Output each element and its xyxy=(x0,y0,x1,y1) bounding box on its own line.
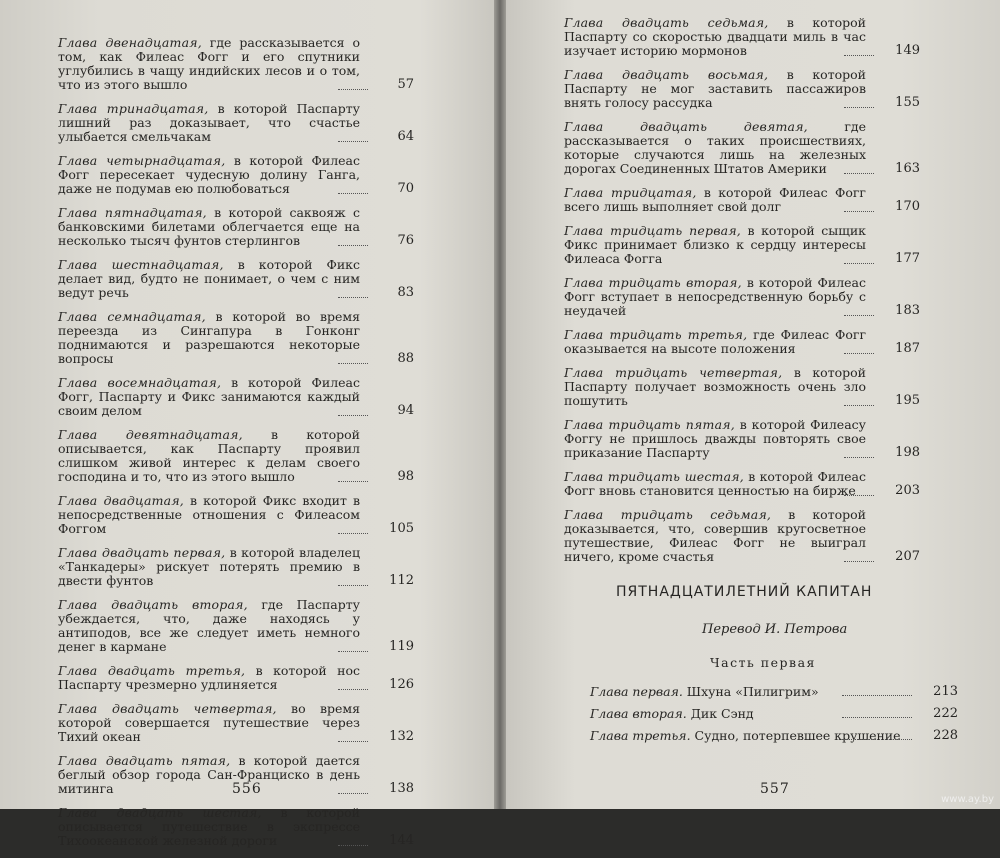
dot-leader xyxy=(338,415,368,416)
dot-leader xyxy=(338,245,368,246)
toc-entry xyxy=(564,418,920,460)
entry-page-number: 105 xyxy=(389,521,414,536)
toc-entry xyxy=(564,328,920,356)
dot-leader xyxy=(338,793,368,794)
toc-entry xyxy=(564,508,920,564)
entry-heading: Глава двадцать третья, xyxy=(58,663,246,678)
entry-description: в которой сыщик Фикс принимает близко к сердцу интересы Филеаса Фогга xyxy=(564,223,866,266)
translator-credit: Перевод И. Петрова xyxy=(702,622,848,637)
book-gutter xyxy=(494,0,506,809)
entry-page-number: 155 xyxy=(895,95,920,110)
entry-heading: Глава тридцать первая, xyxy=(564,223,741,238)
chapter-list xyxy=(590,681,958,747)
entry-heading: Глава двадцать девятая, xyxy=(564,119,808,134)
dot-leader xyxy=(338,689,368,690)
entry-page-number: 119 xyxy=(389,639,414,654)
toc-entry xyxy=(58,806,414,848)
entry-description: в которой Паспарту со скоростью двадцати миль в час изучает историю мормонов xyxy=(564,15,866,58)
entry-description: в которой Паспарту получает возможность очень зло пошутить xyxy=(564,365,866,408)
section-title: ПЯТНАДЦАТИЛЕТНИЙ КАПИТАН xyxy=(616,584,873,600)
entry-page-number: 177 xyxy=(895,251,920,266)
chapter-entry xyxy=(590,725,958,747)
page-number-right: 557 xyxy=(760,781,790,797)
entry-heading: Глава двадцать седьмая, xyxy=(564,15,769,30)
entry-heading: Глава тридцать пятая, xyxy=(564,417,735,432)
entry-page-number: 163 xyxy=(895,161,920,176)
toc-entry xyxy=(58,702,414,744)
entry-heading: Глава шестнадцатая, xyxy=(58,257,224,272)
toc-entry xyxy=(58,494,414,536)
entry-page-number: 83 xyxy=(397,285,414,300)
dot-leader xyxy=(338,585,368,586)
entry-heading: Глава первая. xyxy=(590,684,683,699)
dot-leader xyxy=(338,141,368,142)
dot-leader xyxy=(844,173,874,174)
dot-leader xyxy=(338,533,368,534)
entry-heading: Глава двадцать первая, xyxy=(58,545,226,560)
entry-page-number: 187 xyxy=(895,341,920,356)
entry-heading: Глава семнадцатая, xyxy=(58,309,206,324)
entry-description: где Филеас Фогг оказывается на высоте положения xyxy=(564,327,866,356)
toc-entry xyxy=(564,16,920,58)
watermark: www.ay.by xyxy=(941,794,994,805)
entry-page-number: 207 xyxy=(895,549,920,564)
toc-entry xyxy=(58,258,414,300)
entry-description: в которой Фикс входит в непосредственные отношения с Филеасом Фоггом xyxy=(58,493,360,536)
entry-heading: Глава двадцать пятая, xyxy=(58,753,231,768)
right-page xyxy=(506,0,1000,809)
entry-page-number: 228 xyxy=(933,728,958,743)
entry-page-number: 64 xyxy=(397,129,414,144)
entry-heading: Глава двадцать восьмая, xyxy=(564,67,769,82)
dot-leader xyxy=(844,353,874,354)
table-of-contents-right xyxy=(564,16,920,574)
toc-entry xyxy=(58,310,414,366)
dot-leader xyxy=(844,495,874,496)
entry-description: в которой Паспарту лишний раз доказывает, что счастье улыбается смельчакам xyxy=(58,101,360,144)
chapter-entry xyxy=(590,703,958,725)
entry-heading: Глава третья. xyxy=(590,728,691,743)
toc-entry xyxy=(564,120,920,176)
entry-description: в которой Филеас Фогг вновь становится ценностью на бирже xyxy=(564,469,867,498)
entry-description: в которой описывается путешествие в экспрессе Тихоокеанской железной дороги xyxy=(58,805,360,848)
page-number-left: 556 xyxy=(232,781,262,797)
dot-leader xyxy=(338,481,368,482)
toc-entry xyxy=(58,428,414,484)
toc-entry xyxy=(58,36,414,92)
entry-description: где рассказывается о таких происшествиях, которые случаются лишь на железных дорогах Соединенных Штатов Америки xyxy=(564,119,867,176)
entry-heading: Глава двенадцатая, xyxy=(58,35,202,50)
entry-heading: Глава тридцать четвертая, xyxy=(564,365,783,380)
entry-description: Шхуна «Пилигрим» xyxy=(682,684,819,699)
dot-leader xyxy=(844,107,874,108)
toc-entry xyxy=(564,186,920,214)
entry-heading: Глава двадцать шестая, xyxy=(58,805,262,820)
entry-heading: Глава тридцать седьмая, xyxy=(564,507,772,522)
chapter-entry xyxy=(590,681,958,703)
entry-heading: Глава пятнадцатая, xyxy=(58,205,207,220)
entry-heading: Глава двадцать четвертая, xyxy=(58,701,277,716)
toc-entry xyxy=(58,376,414,418)
dot-leader xyxy=(842,695,912,696)
dot-leader xyxy=(844,263,874,264)
entry-description: в которой Филеас Фогг, Паспарту и Фикс занимаются каждый своим делом xyxy=(58,375,361,418)
entry-heading: Глава восемнадцатая, xyxy=(58,375,222,390)
dot-leader xyxy=(338,297,368,298)
entry-description: в которой нос Паспарту чрезмерно удлиняется xyxy=(58,663,361,692)
entry-description: в которой дается беглый обзор города Сан-Франциско в день митинга xyxy=(58,753,360,796)
entry-page-number: 149 xyxy=(895,43,920,58)
entry-heading: Глава тридцатая, xyxy=(564,185,697,200)
entry-description: в которой во время переезда из Сингапура в Гонконг поднимаются и разрешаются некоторые вопросы xyxy=(58,309,360,366)
dot-leader xyxy=(338,363,368,364)
entry-description: где рассказывается о том, как Филеас Фогг и его спутники углубились в чащу индийских лесов и о том, что из этого вышло xyxy=(58,35,360,92)
entry-page-number: 94 xyxy=(397,403,414,418)
toc-entry xyxy=(564,366,920,408)
toc-entry xyxy=(564,224,920,266)
entry-description: в которой саквояж с банковскими билетами облегчается еще на несколько тысяч фунтов стерлингов xyxy=(58,205,360,248)
entry-page-number: 57 xyxy=(397,77,414,92)
dot-leader xyxy=(338,651,368,652)
entry-description: в которой Фикс делает вид, будто не понимает, о чем с ним ведут речь xyxy=(58,257,360,300)
entry-description: в которой Филеас Фогг всего лишь выполняет свой долг xyxy=(564,185,866,214)
toc-entry xyxy=(58,598,414,654)
dot-leader xyxy=(844,405,874,406)
entry-page-number: 183 xyxy=(895,303,920,318)
entry-page-number: 126 xyxy=(389,677,414,692)
toc-entry xyxy=(58,664,414,692)
entry-heading: Глава девятнадцатая, xyxy=(58,427,243,442)
entry-heading: Глава тридцать шестая, xyxy=(564,469,744,484)
entry-page-number: 203 xyxy=(895,483,920,498)
entry-description: Судно, потерпевшее крушение xyxy=(690,728,901,743)
entry-page-number: 76 xyxy=(397,233,414,248)
entry-description: в которой Филеасу Фоггу не пришлось дважды повторять свое приказание Паспарту xyxy=(564,417,867,460)
toc-entry xyxy=(564,68,920,110)
toc-entry xyxy=(58,546,414,588)
dot-leader xyxy=(844,561,874,562)
dot-leader xyxy=(844,315,874,316)
entry-page-number: 132 xyxy=(389,729,414,744)
entry-heading: Глава четырнадцатая, xyxy=(58,153,226,168)
entry-description: Дик Сэнд xyxy=(686,706,754,721)
entry-description: в которой доказывается, что, совершив кругосветное путешествие, Филеас Фогг не выиграл ничего, кроме счастья xyxy=(564,507,866,564)
entry-description: во время которой совершается путешествие через Тихий океан xyxy=(58,701,360,744)
entry-heading: Глава тринадцатая, xyxy=(58,101,209,116)
toc-entry xyxy=(564,276,920,318)
entry-description: где Паспарту убеждается, что, даже находясь у антиподов, все же следует иметь немного денег в кармане xyxy=(58,597,360,654)
dot-leader xyxy=(844,55,874,56)
entry-heading: Глава двадцать вторая, xyxy=(58,597,248,612)
part-heading: Часть первая xyxy=(710,655,816,670)
dot-leader xyxy=(844,457,874,458)
dot-leader xyxy=(842,739,912,740)
entry-description: в которой описывается, как Паспарту проявил слишком живой интерес к делам своего господина и то, что из этого вышло xyxy=(58,427,361,484)
entry-page-number: 198 xyxy=(895,445,920,460)
toc-entry xyxy=(58,102,414,144)
table-of-contents-left xyxy=(58,36,414,858)
dot-leader xyxy=(338,845,368,846)
entry-page-number: 70 xyxy=(397,181,414,196)
entry-page-number: 170 xyxy=(895,199,920,214)
entry-page-number: 195 xyxy=(895,393,920,408)
entry-page-number: 98 xyxy=(397,469,414,484)
dot-leader xyxy=(842,717,912,718)
dot-leader xyxy=(844,211,874,212)
entry-page-number: 138 xyxy=(389,781,414,796)
entry-page-number: 213 xyxy=(933,684,958,699)
entry-heading: Глава тридцать вторая, xyxy=(564,275,742,290)
toc-entry xyxy=(58,154,414,196)
entry-page-number: 144 xyxy=(389,833,414,848)
entry-description: в которой Паспарту не мог заставить пассажиров внять голосу рассудка xyxy=(564,67,867,110)
entry-description: в которой Филеас Фогг пересекает чудесную долину Ганга, даже не подумав ею полюбоваться xyxy=(58,153,361,196)
entry-page-number: 222 xyxy=(933,706,958,721)
dot-leader xyxy=(338,193,368,194)
entry-heading: Глава вторая. xyxy=(590,706,687,721)
entry-description: в которой владелец «Танкадеры» рискует потерять премию в двести фунтов xyxy=(58,545,360,588)
entry-heading: Глава двадцатая, xyxy=(58,493,184,508)
left-page xyxy=(0,0,494,848)
dot-leader xyxy=(338,89,368,90)
entry-description: в которой Филеас Фогг вступает в непосредственную борьбу с неудачей xyxy=(564,275,867,318)
toc-entry xyxy=(564,470,920,498)
entry-page-number: 88 xyxy=(397,351,414,366)
toc-entry xyxy=(58,206,414,248)
dot-leader xyxy=(338,741,368,742)
entry-page-number: 112 xyxy=(389,573,414,588)
entry-heading: Глава тридцать третья, xyxy=(564,327,748,342)
